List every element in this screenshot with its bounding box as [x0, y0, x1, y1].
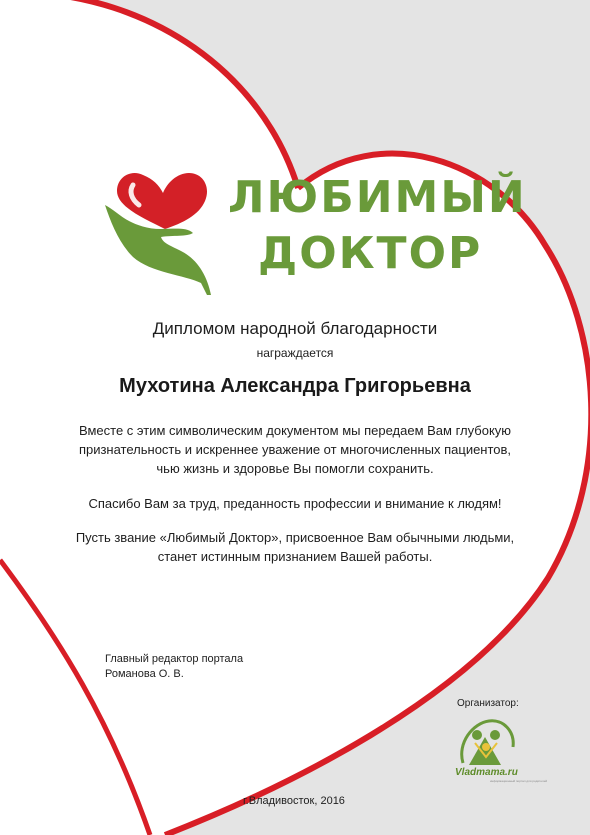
vladmama-logo-icon — [455, 713, 517, 769]
place-date: г.Владивосток, 2016 — [243, 795, 345, 807]
paragraph-gratitude — [40, 421, 550, 478]
signature-role: Главный редактор портала — [105, 653, 244, 665]
paragraph-line: Вместе с этим символическим документом мы передаем Вам глубокую — [78, 423, 512, 438]
logo-title-line1: ЛЮБИМЫЙ — [228, 172, 527, 223]
signature-name: Романова О. В. — [105, 668, 184, 680]
paragraph-line: чью жизнь и здоровье Вы помогли сохранить. — [156, 461, 434, 476]
paragraph-thanks: Спасибо Вам за труд, преданность профессии и внимание к людям! — [88, 496, 502, 511]
organizer-tagline: информационный портал для родителей — [490, 779, 548, 783]
signature-block — [105, 652, 243, 682]
paragraph-line: признательность и искреннее уважение от многочисленных пациентов, — [78, 442, 512, 457]
diploma-title: Дипломом народной благодарности — [152, 319, 438, 338]
logo-title-line2: ДОКТОР — [258, 228, 483, 279]
paragraph-wish — [40, 528, 550, 566]
heart-hand-logo-icon — [103, 163, 221, 295]
recipient-name: Мухотина Александра Григорьевна — [119, 375, 471, 397]
paragraph-line: Пусть звание «Любимый Доктор», присвоенное Вам обычными людьми, — [75, 530, 515, 545]
diploma-subtitle: награждается — [256, 346, 334, 360]
red-heart-icon — [117, 173, 207, 229]
organizer-name: Vladmama.ru — [455, 767, 518, 778]
paragraph-line: станет истинным признанием Вашей работы. — [157, 549, 433, 564]
organizer-label: Организатор: — [457, 698, 519, 709]
